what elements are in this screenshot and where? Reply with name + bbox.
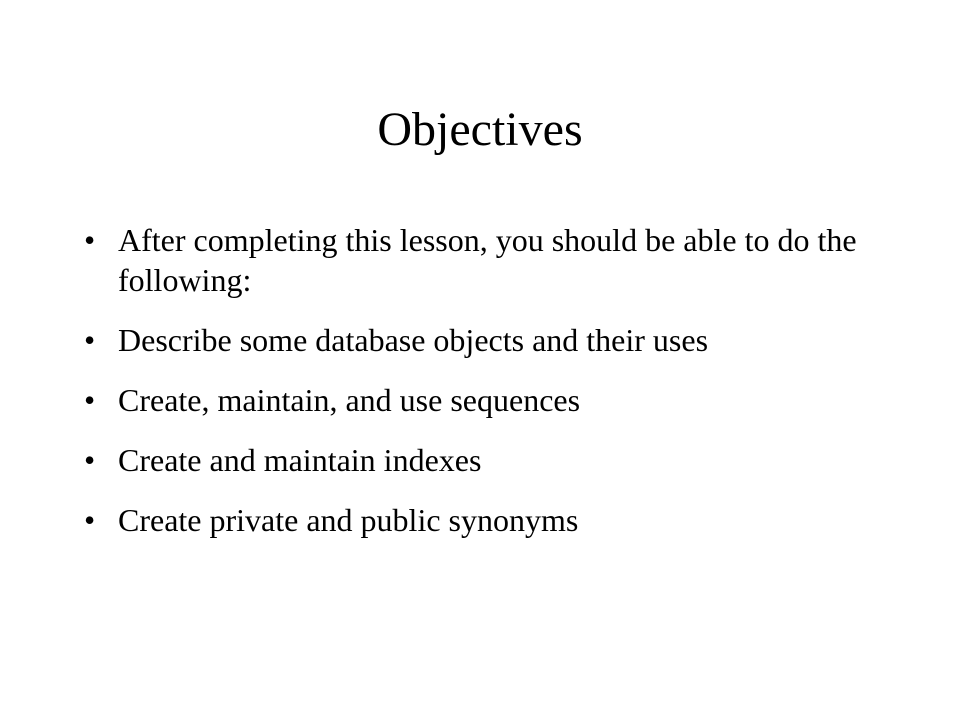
bullet-text: Create private and public synonyms [118, 502, 579, 538]
bullet-dot-icon: • [84, 322, 96, 358]
bullet-text: After completing this lesson, you should be able to do the following: [118, 222, 857, 298]
bullet-dot-icon: • [84, 382, 96, 418]
bullet-dot-icon: • [84, 502, 96, 538]
bullet-item [84, 320, 884, 360]
bullet-text: Create and maintain indexes [118, 442, 482, 478]
bullet-item [84, 380, 884, 420]
bullet-item [84, 220, 884, 300]
bullet-dot-icon: • [84, 442, 96, 478]
bullet-text: Create, maintain, and use sequences [118, 382, 581, 418]
slide-title: Objectives [377, 103, 583, 156]
bullet-item [84, 440, 884, 480]
bullet-dot-icon: • [84, 222, 96, 258]
bullet-item [84, 500, 884, 540]
bullet-list [84, 220, 884, 560]
bullet-text: Describe some database objects and their uses [118, 322, 709, 358]
